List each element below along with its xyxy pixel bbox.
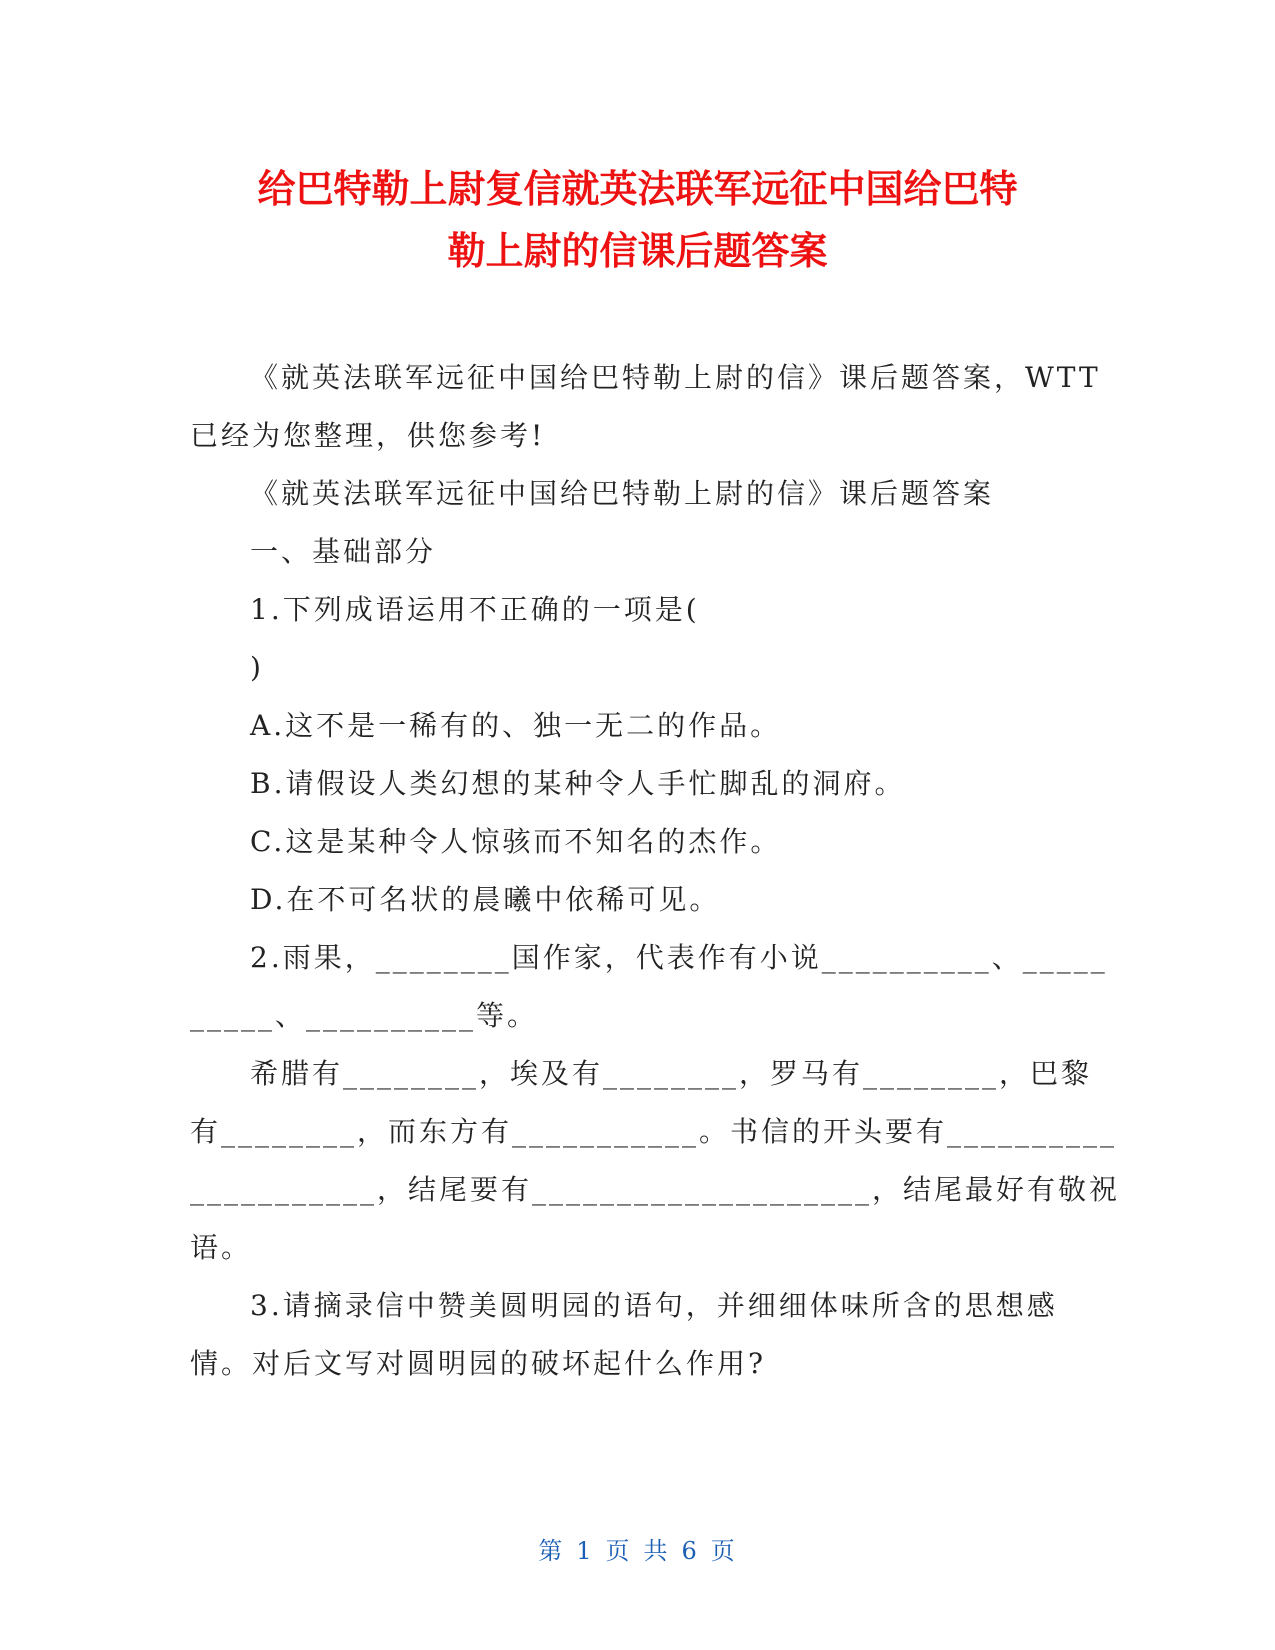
option-d: D.在不可名状的晨曦中依稀可见。 <box>250 883 721 916</box>
intro-line-1: 《就英法联军远征中国给巴特勒上尉的信》课后题答案，WTT <box>250 361 1101 394</box>
question-2-line-4: 有________，而东方有___________。书信的开头要有__________ <box>190 1115 1118 1148</box>
option-b: B.请假设人类幻想的某种令人手忙脚乱的洞府。 <box>250 767 906 800</box>
question-1-paren: ) <box>250 651 264 684</box>
option-c: C.这是某种令人惊骇而不知名的杰作。 <box>250 825 782 858</box>
title-line-1: 给巴特勒上尉复信就英法联军远征中国给巴特 <box>257 167 1018 211</box>
question-2-line-2: _____、__________等。 <box>190 999 539 1032</box>
section-heading: 一、基础部分 <box>250 535 437 568</box>
question-2-line-5: ___________，结尾要有____________________，结尾最好有敬祝 <box>190 1173 1121 1206</box>
footer-page-number: 1 <box>576 1537 594 1565</box>
title-line-2: 勒上尉的信课后题答案 <box>447 229 828 273</box>
document-title <box>150 158 1125 282</box>
question-3-line-1: 3.请摘录信中赞美圆明园的语句，并细细体味所含的思想感 <box>250 1289 1058 1322</box>
question-2-line-3: 希腊有________，埃及有________，罗马有________，巴黎 <box>250 1057 1093 1090</box>
footer-page-label: 第 <box>538 1537 565 1565</box>
intro-line-2: 已经为您整理，供您参考! <box>190 419 546 452</box>
question-2-line-6: 语。 <box>190 1231 253 1264</box>
question-3-line-2: 情。对后文写对圆明园的破坏起什么作用? <box>190 1347 767 1380</box>
page-footer <box>0 1535 1275 1567</box>
subtitle-line: 《就英法联军远征中国给巴特勒上尉的信》课后题答案 <box>250 477 995 510</box>
footer-page-unit: 页 <box>605 1537 632 1565</box>
footer-total-label: 共 <box>643 1537 670 1565</box>
footer-total-unit: 页 <box>710 1537 737 1565</box>
question-2-line-1: 2.雨果，________国作家，代表作有小说__________、_____ <box>250 941 1108 974</box>
footer-total-number: 6 <box>681 1537 699 1565</box>
option-a: A.这不是一稀有的、独一无二的作品。 <box>250 709 782 742</box>
question-1: 1.下列成语运用不正确的一项是( <box>250 593 700 626</box>
